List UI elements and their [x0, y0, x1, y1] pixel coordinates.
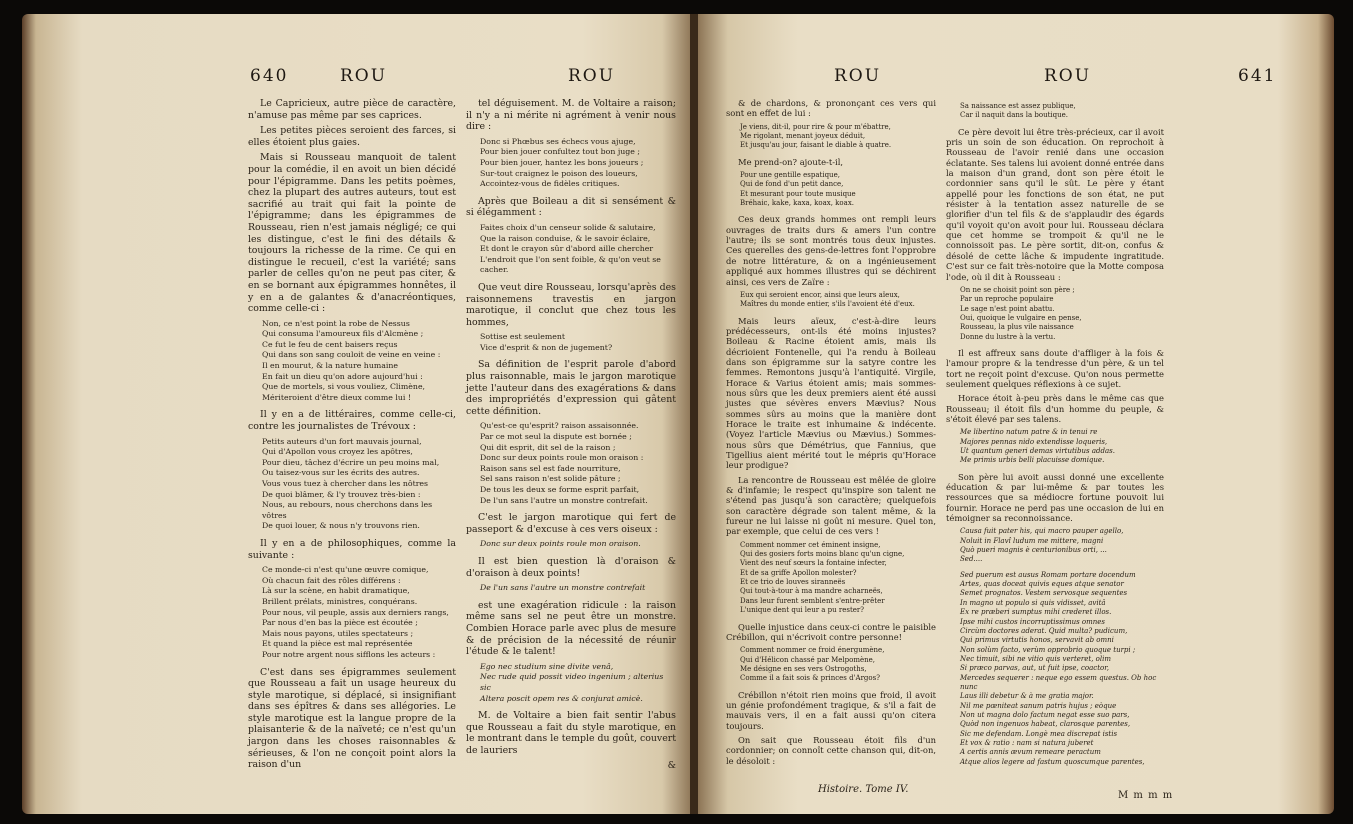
- running-head-left-1: ROU: [340, 66, 388, 86]
- paragraph: Quelle injustice dans ceux-ci contre le paisible Crébillon, qui n'écrivoit contre personne!: [726, 621, 936, 642]
- verse-block: Petits auteurs d'un fort mauvais journal, Qui d'Apollon vous croyez les apôtres, Pour dieu, tâchez d'écrire un peu moins mal, Ou taisez-vous sur les écrits des autres. Vous vous tuez à chercher dans les nôtres De quoi blâmer, & l'y trouvez très-bien : Nous, au rebours, nous cherchons dans les vôtres De quoi louer, & nous n'y trouvons rien.: [262, 436, 440, 531]
- verse-block: Je viens, dit-il, pour rire & pour m'ébattre, Me rigolant, menant joyeux déduit, Et jusqu'au jour, faisant le diable à quatre.: [740, 122, 892, 150]
- verse-block: Causa fuit pater his, qui macro pauper agello, Noluit in Flavî ludum me mittere, magni Quò pueri magnis è centurionibus orti, ... Sed....: [960, 527, 1124, 564]
- paragraph: C'est le jargon marotique qui fert de passeport & d'excuse à ces vers oiseux :: [466, 512, 676, 535]
- verse-block: Pour une gentille espatique, Qui de fond d'un petit dance, Et mesurant pour toute musique Bréhaic, kake, kaxa, koax, koax.: [740, 171, 856, 208]
- paragraph: Mais leurs aïeux, c'est-à-dire leurs prédécesseurs, ont-ils été moins injustes? Boileau & Racine étoient amis, mais ils décrioient Fontenelle, qui l'a rendu à Boileau dans son épigramme sur la satyre contre les femmes. Remontons jusqu'à l'antiquité. Virgile, Horace & Varius étoient amis; mais sommes-nous sûrs que les deux premiers aient été aussi justes que sévères envers Mævius? Nous sommes sûrs au moins que la manière dont Horace le traite est inhumaine & indécente. (Voyez l'article Mævius ou Mævius.) Sommes-nous sûrs que Démétrius, que Fannius, que Tigellius aient mérité tout le mépris qu'Horace leur prodigue?: [726, 315, 936, 471]
- verse-block: Sa naissance est assez publique, Car il naquit dans la boutique.: [960, 102, 1076, 120]
- catchword-left: &: [667, 760, 676, 772]
- paragraph: Le Capricieux, autre pièce de caractère, n'amuse pas même par ses caprices.: [248, 98, 456, 121]
- left-column-1: [248, 98, 456, 775]
- left-column-2: [466, 98, 676, 772]
- right-column-2: [946, 98, 1164, 773]
- volume-footer: Histoire. Tome IV.: [818, 784, 909, 795]
- verse-block: Faites choix d'un censeur solide & salutaire, Que la raison conduise, & le savoir éclaire, Et dont le crayon sûr d'abord aille chercher L'endroit que l'on sent foible, & qu'on veut se cacher.: [480, 222, 661, 275]
- verse-block: Donc si Phœbus ses échecs vous ajuge, Pour bien jouer confultez tout bon juge ; Pour bien jouer, hantez les bons joueurs ; Sur-tout craignez le poison des loueurs, Accointez-vous de fidèles critiques.: [480, 136, 644, 189]
- verse-block: De l'un sans l'autre un monstre contrefait: [480, 583, 646, 593]
- paragraph: Il est affreux sans doute d'affliger à la fois & l'amour propre & la tendresse d'un père, & un tel tort ne reçoit point d'excuse. Qu'on nous permette seulement quelques réflexions à ce sujet.: [946, 347, 1164, 389]
- page-number-left: 640: [250, 66, 289, 86]
- paragraph: Mais si Rousseau manquoit de talent pour la comédie, il en avoit un bien décidé pour l'épigramme. Dans les petits poèmes, chez la plupart des autres auteurs, tout est sacrifié au trait qui fait la pointe de l'épigramme; dans les épigrammes de Rousseau, rien n'est jamais négligé; ce qui les distingue, c'est le fini des détails & toujours la richesse de la rime. Ce qui en distingue le recueil, c'est la variété; sans parler de celles qu'on ne peut pas citer, & en se bornant aux épigrammes honnêtes, il y en a de galantes & d'anacréontiques, comme celle-ci :: [248, 152, 456, 315]
- paragraph: Les petites pièces seroient des farces, si elles étoient plus gaies.: [248, 125, 456, 148]
- paragraph: Ce père devoit lui être très-précieux, car il avoit pris un soin de son éducation. On reprochoit à Rousseau de l'avoir renié dans une occasion éclatante. Ses talens lui avoient donné entrée dans la maison d'un grand, dont son père étoit le cordonnier sans qu'il le sût. Le père y étant appellé pour les fonctions de son état, ne put résister à la tentation assez naturelle de se glorifier d'un tel fils & de s'applaudir des égards qu'il voyoit qu'on avoit pour lui. Rousseau déclara que cet homme se trompoit & qu'il ne le connoissoit pas. Le père sortit, dit-on, confus & désolé de cette lâche & impudente ingratitude. C'est sur ce fait très-notoire que la Motte composa l'ode, où il dit à Rousseau :: [946, 126, 1164, 282]
- running-head-right-1: ROU: [834, 66, 882, 86]
- paragraph: Crébillon n'étoit rien moins que froid, il avoit un génie profondément tragique, & s'il a fait de mauvais vers, il en a fait aussi qu'on citera toujours.: [726, 689, 936, 731]
- paragraph: Ces deux grands hommes ont rempli leurs ouvrages de traits durs & amers l'un contre l'autre; ils se sont montrés tous deux injustes. Ces querelles des gens-de-lettres font l'opprobre de notre littérature, & on a ingénieusement appliqué aux hommes illustres qui se déchirent ainsi, ces vers de Zaïre :: [726, 214, 936, 287]
- verse-block: Ce monde-ci n'est qu'une œuvre comique, Où chacun fait des rôles différens : Là sur la scène, en habit dramatique, Brillent prélats, ministres, conquérans. Pour nous, vil peuple, assis aux derniers rangs, Par nous d'en bas la pièce est écoutée ; Mais nous payons, utiles spectateurs ; Et quand la pièce est mal représentée Pour notre argent nous sifflons les acteurs :: [262, 565, 449, 659]
- paragraph: Sa définition de l'esprit parole d'abord plus raisonnable, mais le jargon marotique jette l'auteur dans des exagérations & dans des impropriétés d'expression qui gâtent cette définition.: [466, 359, 676, 417]
- verse-block: Qu'est-ce qu'esprit? raison assaisonnée. Par ce mot seul la dispute est bornée ; Qui dit esprit, dit sel de la raison ; Donc sur deux points roule mon oraison : Raison sans sel est fade nourriture, Sel sans raison n'est solide pâture ; De tous les deux se forme esprit parfait, De l'un sans l'autre un monstre contrefait.: [480, 421, 648, 505]
- verse-block: Comment nommer ce froid énergumène, Qui d'Hélicon chassé par Melpomène, Me désigne en ses vers Ostrogoths, Comme il a fait sois & princes d'Argos?: [740, 646, 885, 683]
- verse-block: On ne se choisit point son père ; Par un reproche populaire Le sage n'est point abattu. Oui, quoique le vulgaire en pense, Rousseau, la plus vile naissance Donne du lustre à la vertu.: [960, 285, 1082, 341]
- verse-block: Ego nec studium sine divite venâ, Nec rude quid possit video ingenium ; alterius sic Altera poscit opem res & conjurat amicè.: [480, 661, 664, 703]
- book-spread: [22, 14, 1334, 814]
- paragraph: Il est bien question là d'oraison & d'oraison à deux points!: [466, 555, 676, 579]
- verse-block: Comment nommer cet éminent insigne, Qui des gosiers forts moins blanc qu'un cigne, Vient des neuf sœurs la fontaine infecter, Et de sa griffe Apollon molester? Et ce trio de louves siranneës Qui tout-à-tour à ma mandre acharneës, Dans leur furent semblent s'entre-prêter L'unique dent qui leur a pu rester?: [740, 540, 905, 615]
- left-page: [22, 14, 692, 814]
- paragraph: tel déguisement. M. de Voltaire a raison; il n'y a ni mérite ni agrément à venir nous dire :: [466, 98, 676, 133]
- right-page: [698, 14, 1334, 814]
- paragraph: C'est dans ses épigrammes seulement que Rousseau a fait un usage heureux du style marotique, si déplacé, si insignifiant dans ses épîtres & dans ses allégories. Le style marotique est la langue propre de la plaisanterie & de la naïveté; ce n'est qu'un jargon dans les choses raisonnables & sérieuses, & l'on ne conçoit point alors la raison d'un: [248, 666, 456, 771]
- verse-block: Sottise est seulement Vice d'esprit & non de jugement?: [480, 332, 613, 352]
- page-number-right: 641: [1238, 66, 1277, 86]
- verse-block: Me libertino natum patre & in tenui re Majores pennas nido extendisse loqueris, Ut quantum generi demas virtutibus addas. Me primis urbis belli placuisse domique.: [960, 428, 1115, 465]
- paragraph: Il y en a de philosophiques, comme la suivante :: [248, 537, 456, 561]
- paragraph: Horace étoit à-peu près dans le même cas que Rousseau; il étoit fils d'un homme du peuple, & s'étoit élevé par ses talens.: [946, 393, 1164, 424]
- verse-block: Donc sur deux points roule mon oraison.: [480, 539, 641, 549]
- paragraph: Me prend-on? ajoute-t-il,: [738, 156, 844, 167]
- right-column-1: [726, 98, 936, 770]
- paragraph: Il y en a de littéraires, comme celle-ci, contre les journalistes de Trévoux :: [248, 409, 456, 433]
- paragraph: Après que Boileau a dit si sensément & si élégamment :: [466, 195, 676, 219]
- verse-block: Eux qui seroient encor, ainsi que leurs aïeux, Maîtres du monde entier, s'ils l'avoient été d'eux.: [740, 290, 915, 309]
- paragraph: M. de Voltaire a bien fait sentir l'abus que Rousseau a fait du style marotique, en le montrant dans le temple du goût, couvert de lauriers: [466, 710, 676, 756]
- running-head-left-2: ROU: [568, 66, 616, 86]
- paragraph: est une exagération ridicule : la raison même sans sel ne peut être un monstre. Combien Horace parle avec plus de mesure & de précision de la nécessité de réunir l'étude & le talent!: [466, 599, 676, 658]
- running-head-right-2: ROU: [1044, 66, 1092, 86]
- verse-block: Non, ce n'est point la robe de Nessus Qui consuma l'amoureux fils d'Alcmène ; Ce fut le feu de cent baisers reçus Qui dans son sang couloit de veine en veine : Il en mourut, & la nature humaine En fait un dieu qu'on adore aujourd'hui : Que de mortels, si vous vouliez, Climène, Mériteroient d'être dieux comme lui !: [262, 318, 441, 402]
- paragraph: La rencontre de Rousseau est mêlée de gloire & d'infamie; le respect qu'inspire son talent ne s'étend pas jusqu'à son caractère; quelquefois son caractère dégrade son talent même, & la fureur ne lui laisse ni goût ni mesure. Quel ton, par exemple, que celui de ces vers !: [726, 474, 936, 537]
- paragraph: & de chardons, & prononçant ces vers qui sont en effet de lui :: [726, 98, 936, 119]
- paragraph: Son père lui avoit aussi donné une excellente éducation & par lui-même & par toutes les ressources que sa médiocre fortune pouvoit lui fournir. Horace ne perd pas une occasion de lui en témoigner sa reconnoissance.: [946, 471, 1164, 524]
- paragraph: Que veut dire Rousseau, lorsqu'après des raisonnemens travestis en jargon marotique, il conclut que chez tous les hommes,: [466, 281, 676, 328]
- verse-block: Sed puerum est ausus Romam portare docendum Artes, quas doceat quivis eques atque senator Semet prognatos. Vestem servosque sequentes In magno ut populo si quis vidisset, avitâ Ex re præberi sumptus mihi crederet illos. Ipse mihi custos incorruptissimus omnes Circùm doctores aderat. Quid multa? pudicum, Qui primus virtutis honos, servavit ab omni Non solùm facto, verùm opprobrio quoque turpi ; Nec timuit, sibi ne vitio quis verteret, olim Si præco parvas, aut, ut fuit ipse, coactor, Mercedes sequerer : neque ego essem questus. Ob hoc nunc Laus illi debetur & à me gratia major. Nil me pœniteat sanum patris hujus ; eòque Non ut magna dolo factum negat esse suo pars, Quòd non ingenuos habeat, clarosque parentes, Sic me defendam. Longè mea discrepat istis Et vox & ratio : nam si natura juberet A certis annis ævum remeare peractum Atque alios legere ad fastum quoscumque parentes,: [960, 570, 1157, 766]
- signature-mark: M m m m: [1118, 790, 1174, 801]
- paragraph: On sait que Rousseau étoit fils d'un cordonnier; on connoît cette chanson qui, dit-on, le désoloit :: [726, 734, 936, 766]
